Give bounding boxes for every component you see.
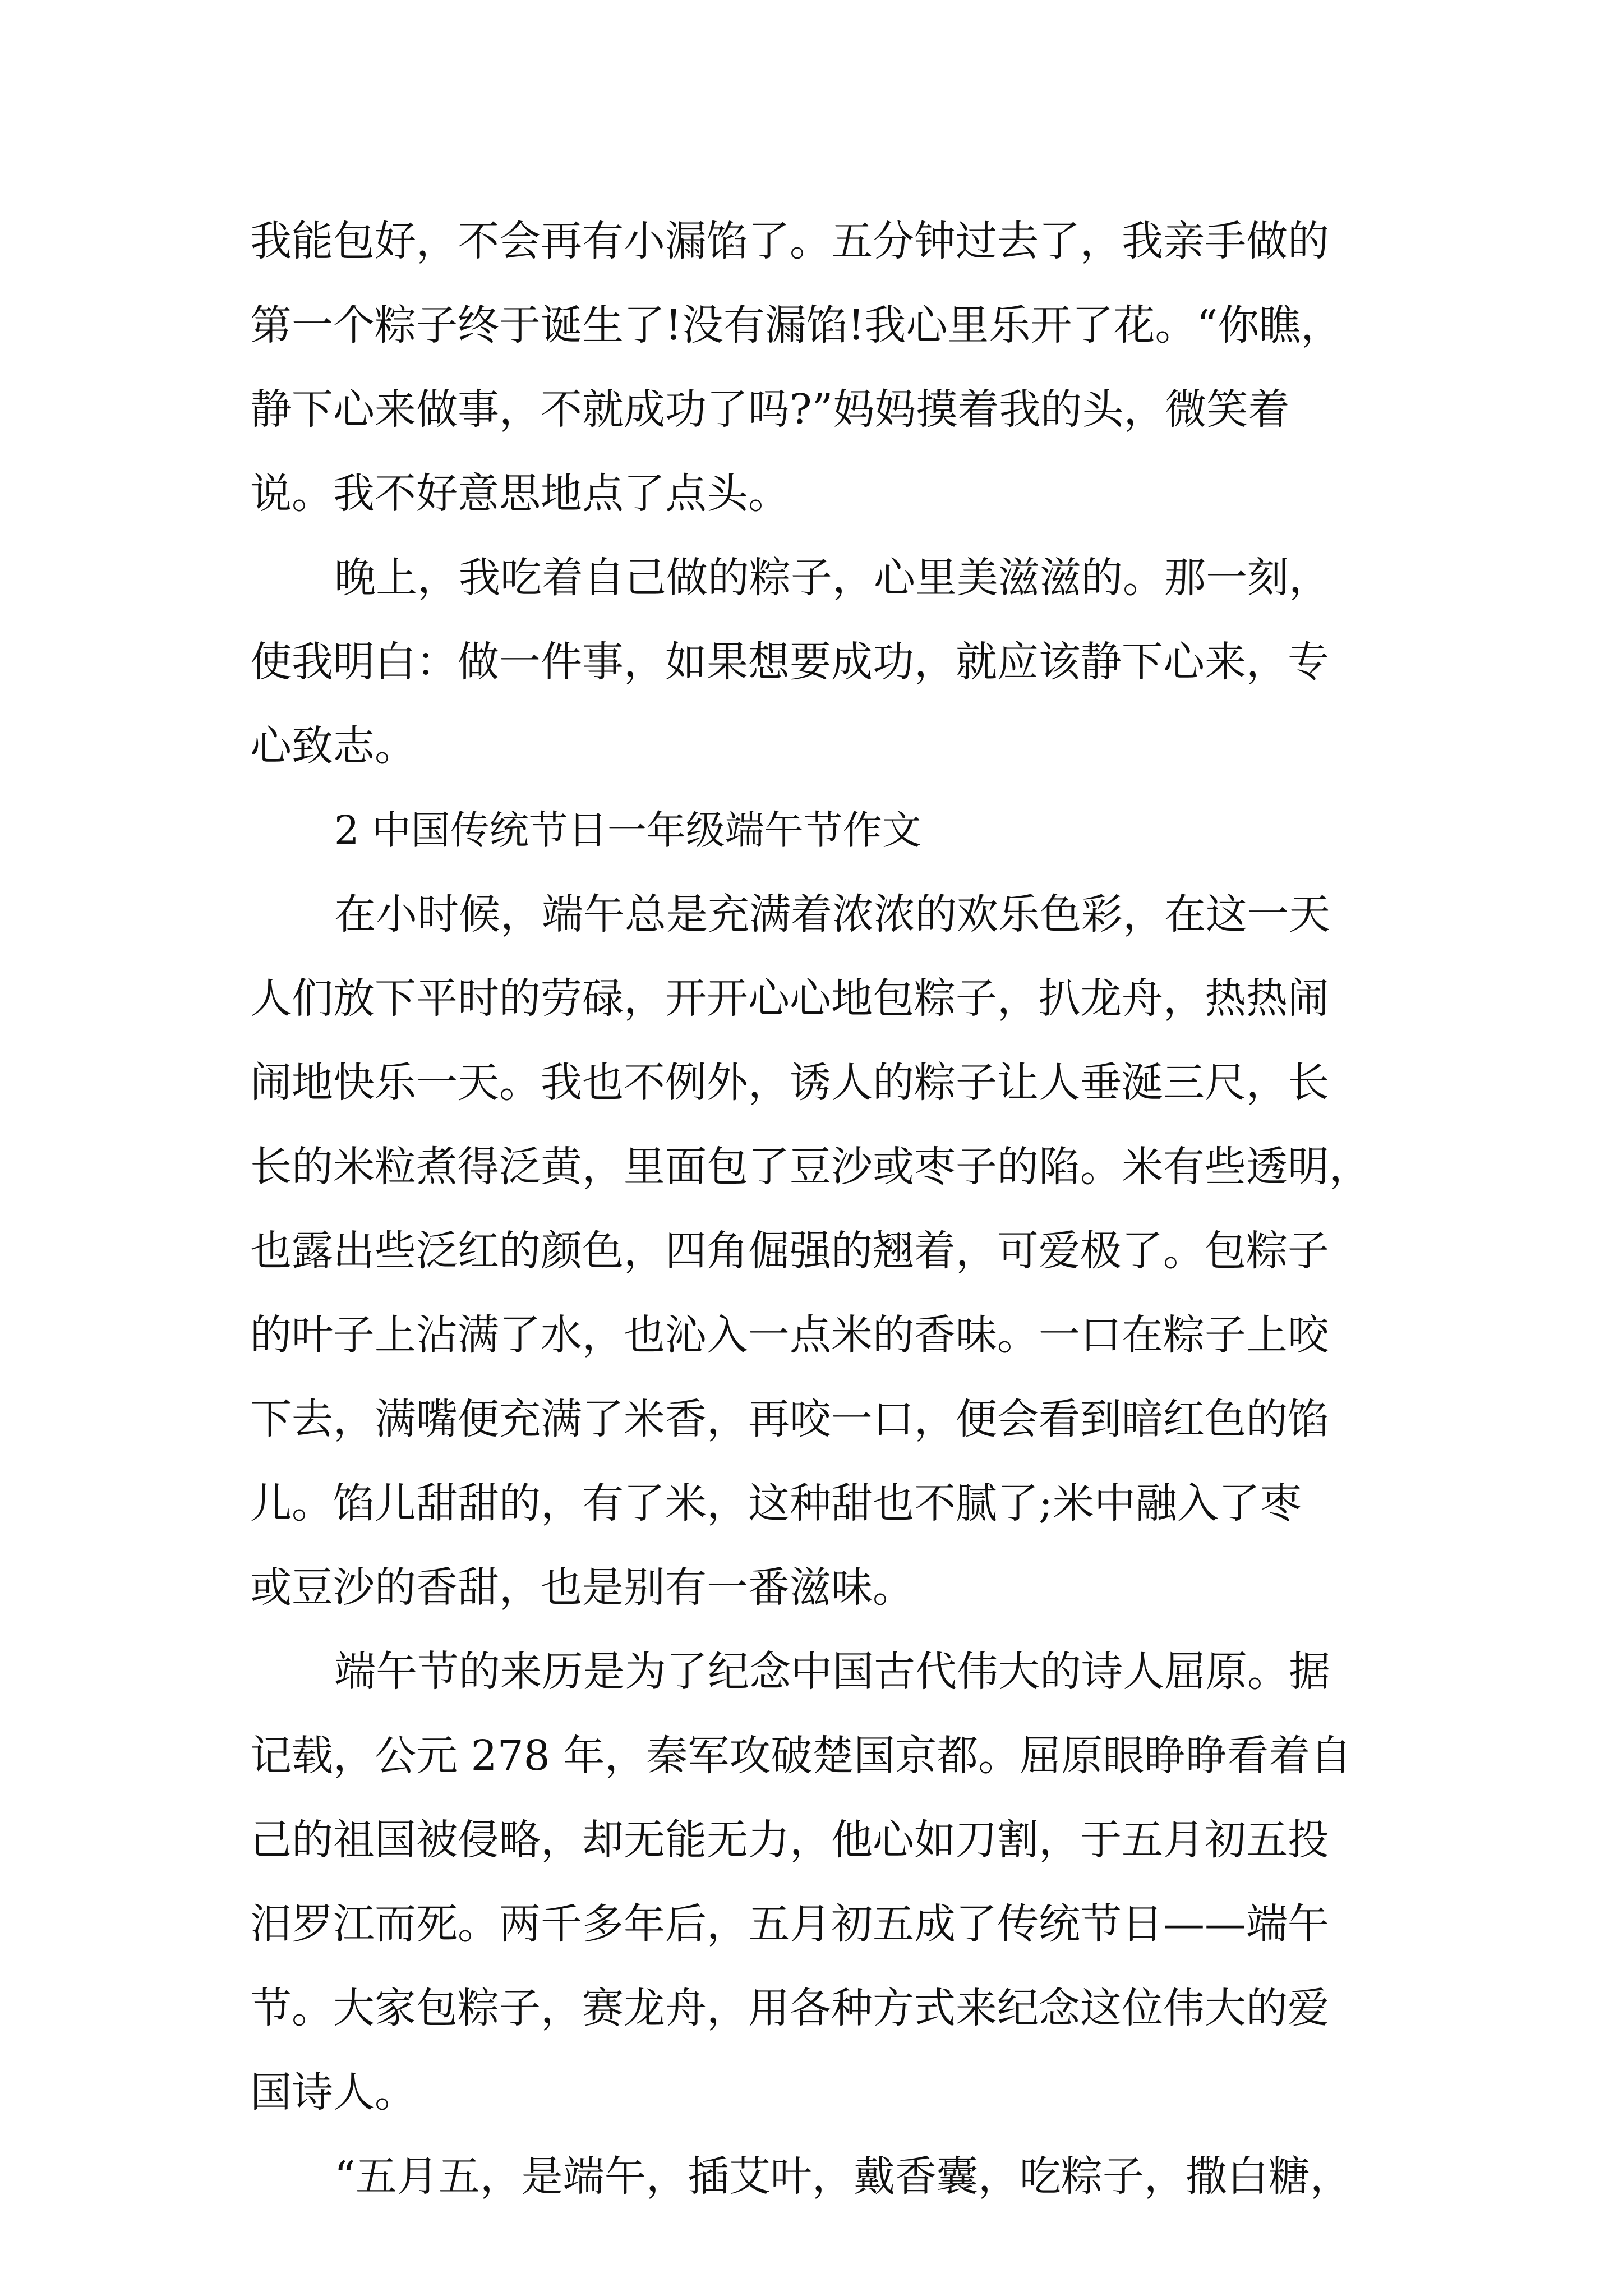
text-line: 使我明白：做一件事，如果想要成功，就应该静下心来，专 bbox=[250, 638, 1329, 686]
text-line: 心致志。 bbox=[250, 722, 416, 770]
text-line: 第一个粽子终于诞生了!没有漏馅!我心里乐开了花。“你瞧， bbox=[250, 301, 1343, 349]
text-line: 节。大家包粽子，赛龙舟，用各种方式来纪念这位伟大的爱 bbox=[250, 1984, 1329, 2032]
text-line: 我能包好，不会再有小漏馅了。五分钟过去了，我亲手做的 bbox=[250, 217, 1329, 265]
text-line: 国诗人。 bbox=[250, 2068, 416, 2116]
text-line: 记载，公元 278 年，秦军攻破楚国京都。屈原眼睁睁看着自 bbox=[250, 1732, 1352, 1780]
text-line: 己的祖国被侵略，却无能无力，他心如刀割，于五月初五投 bbox=[250, 1816, 1329, 1864]
text-line: 人们放下平时的劳碌，开开心心地包粽子，扒龙舟，热热闹 bbox=[250, 974, 1329, 1023]
paragraph-start-line: “五月五，是端午，插艾叶，戴香囊，吃粽子，撒白糖， bbox=[334, 2152, 1352, 2201]
paragraph-start-line: 端午节的来历是为了纪念中国古代伟大的诗人屈原。据 bbox=[334, 1648, 1330, 1696]
text-line: 说。我不好意思地点了点头。 bbox=[250, 470, 790, 518]
text-line: 的叶子上沾满了水，也沁入一点米的香味。一口在粽子上咬 bbox=[250, 1311, 1329, 1359]
text-line: 或豆沙的香甜，也是别有一番滋味。 bbox=[250, 1563, 914, 1612]
text-line: 闹地快乐一天。我也不例外，诱人的粽子让人垂涎三尺，长 bbox=[250, 1059, 1329, 1107]
paragraph-start-line: 晚上，我吃着自己做的粽子，心里美滋滋的。那一刻， bbox=[334, 554, 1330, 602]
text-line: 静下心来做事，不就成功了吗?”妈妈摸着我的头，微笑着 bbox=[250, 385, 1290, 434]
section-heading: 2 中国传统节日一年级端午节作文 bbox=[334, 807, 921, 853]
text-line: 也露出些泛红的颜色，四角倔强的翘着，可爱极了。包粽子 bbox=[250, 1227, 1329, 1275]
text-line: 长的米粒煮得泛黄，里面包了豆沙或枣子的陷。米有些透明， bbox=[250, 1143, 1371, 1191]
paragraph-start-line: 在小时候，端午总是充满着浓浓的欢乐色彩，在这一天 bbox=[334, 890, 1330, 938]
text-line: 汨罗江而死。两千多年后，五月初五成了传统节日——端午 bbox=[250, 1900, 1329, 1948]
text-line: 下去，满嘴便充满了米香，再咬一口，便会看到暗红色的馅 bbox=[250, 1395, 1329, 1443]
text-line: 儿。馅儿甜甜的，有了米，这种甜也不腻了;米中融入了枣 bbox=[250, 1479, 1302, 1527]
